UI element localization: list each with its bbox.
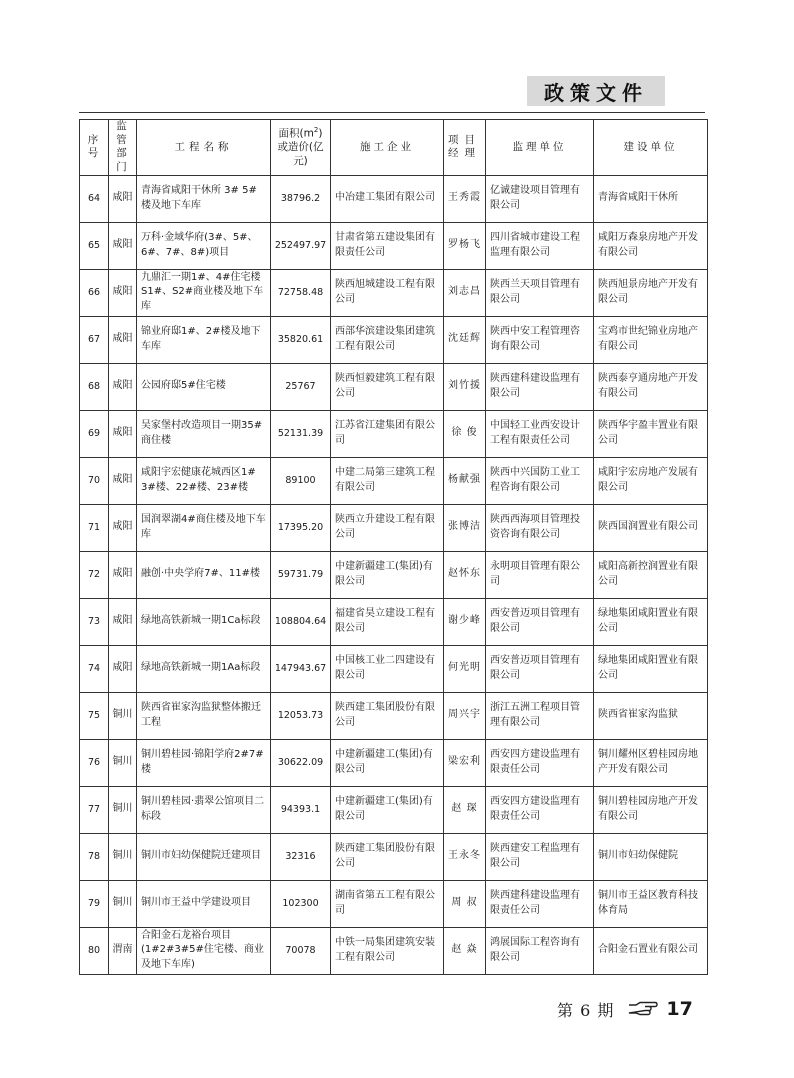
cell-project-name: 铜川市王益中学建设项目: [137, 880, 271, 927]
cell-dept: 铜川: [109, 739, 137, 786]
cell-seq: 79: [80, 880, 109, 927]
table-row: [80, 833, 708, 880]
cell-dept: 铜川: [109, 786, 137, 833]
header-area: [271, 120, 331, 176]
table-row: [80, 692, 708, 739]
cell-project-name: 吴家堡村改造项目一期35#商住楼: [137, 410, 271, 457]
cell-seq: 75: [80, 692, 109, 739]
cell-project-name: 绿地高铁新城一期1Aa标段: [137, 645, 271, 692]
page-number: 17: [666, 998, 693, 1020]
cell-contractor: 中建新疆建工(集团)有限公司: [331, 551, 444, 598]
cell-seq: 80: [80, 927, 109, 974]
cell-contractor: 陕西建工集团股份有限公司: [331, 833, 444, 880]
cell-project-name: 锦业府邸1#、2#楼及地下车库: [137, 316, 271, 363]
cell-dept: 咸阳: [109, 269, 137, 316]
cell-builder: 铜川碧桂园房地产开发有限公司: [594, 786, 708, 833]
cell-contractor: 中冶建工集团有限公司: [331, 175, 444, 222]
issue-label: 第 6 期: [557, 1000, 615, 1020]
cell-supervisor: 四川省城市建设工程监理有限公司: [486, 222, 594, 269]
cell-contractor: 陕西恒毅建筑工程有限公司: [331, 363, 444, 410]
cell-area: 89100: [271, 457, 331, 504]
cell-builder: 陕西旭景房地产开发有限公司: [594, 269, 708, 316]
table-row: [80, 363, 708, 410]
table-row: [80, 269, 708, 316]
cell-project-name: 绿地高铁新城一期1Ca标段: [137, 598, 271, 645]
cell-manager: 沈廷辉: [444, 316, 486, 363]
cell-supervisor: 西安四方建设监理有限责任公司: [486, 786, 594, 833]
header-rule: [79, 112, 705, 113]
cell-builder: 铜川市王益区教育科技体育局: [594, 880, 708, 927]
cell-project-name: 铜川市妇幼保健院迁建项目: [137, 833, 271, 880]
cell-supervisor: 西安普迈项目管理有限公司: [486, 645, 594, 692]
cell-manager: 徐 俊: [444, 410, 486, 457]
cell-manager: 赵 焱: [444, 927, 486, 974]
cell-seq: 67: [80, 316, 109, 363]
cell-supervisor: 浙江五洲工程项目管理有限公司: [486, 692, 594, 739]
cell-manager: 谢少峰: [444, 598, 486, 645]
cell-supervisor: 陕西西海项目管理投资咨询有限公司: [486, 504, 594, 551]
cell-project-name: 融创·中央学府7#、11#楼: [137, 551, 271, 598]
cell-seq: 68: [80, 363, 109, 410]
cell-seq: 72: [80, 551, 109, 598]
table-row: [80, 316, 708, 363]
header-seq: 序号: [80, 120, 109, 176]
cell-seq: 71: [80, 504, 109, 551]
cell-area: 12053.73: [271, 692, 331, 739]
cell-seq: 65: [80, 222, 109, 269]
pointing-hand-icon: [628, 1001, 658, 1017]
table-header-row: [80, 120, 708, 176]
cell-area: 32316: [271, 833, 331, 880]
cell-seq: 69: [80, 410, 109, 457]
cell-seq: 76: [80, 739, 109, 786]
cell-project-name: 公园府邸5#住宅楼: [137, 363, 271, 410]
project-table: [79, 119, 708, 975]
cell-builder: 陕西华宇盈丰置业有限公司: [594, 410, 708, 457]
cell-project-name: 国润翠湖4#商住楼及地下车库: [137, 504, 271, 551]
cell-builder: 咸阳宇宏房地产发展有限公司: [594, 457, 708, 504]
cell-project-name: 青海省咸阳干休所 3# 5# 楼及地下车库: [137, 175, 271, 222]
cell-area: 252497.97: [271, 222, 331, 269]
cell-dept: 咸阳: [109, 222, 137, 269]
cell-project-name: 合阳金石龙裕台项目(1#2#3#5#住宅楼、商业及地下车库): [137, 927, 271, 974]
cell-area: 35820.61: [271, 316, 331, 363]
cell-seq: 78: [80, 833, 109, 880]
cell-area: 17395.20: [271, 504, 331, 551]
cell-contractor: 中建二局第三建筑工程有限公司: [331, 457, 444, 504]
cell-manager: 刘竹援: [444, 363, 486, 410]
cell-builder: 咸阳高新控润置业有限公司: [594, 551, 708, 598]
cell-builder: 合阳金石置业有限公司: [594, 927, 708, 974]
cell-seq: 66: [80, 269, 109, 316]
cell-builder: 绿地集团咸阳置业有限公司: [594, 598, 708, 645]
section-tab: 政策文件: [527, 76, 665, 106]
cell-area: 102300: [271, 880, 331, 927]
cell-area: 30622.09: [271, 739, 331, 786]
cell-builder: 青海省咸阳干休所: [594, 175, 708, 222]
cell-project-name: 铜川碧桂园·锦阳学府2#7#楼: [137, 739, 271, 786]
cell-manager: 周兴宇: [444, 692, 486, 739]
table-row: [80, 551, 708, 598]
header-area-pre: 面积(m: [278, 127, 314, 140]
cell-manager: 何光明: [444, 645, 486, 692]
cell-contractor: 西部华滨建设集团建筑工程有限公司: [331, 316, 444, 363]
cell-dept: 咸阳: [109, 551, 137, 598]
cell-supervisor: 陕西建安工程监理有限公司: [486, 833, 594, 880]
cell-builder: 铜川耀州区碧桂园房地产开发有限公司: [594, 739, 708, 786]
cell-dept: 咸阳: [109, 504, 137, 551]
cell-dept: 渭南: [109, 927, 137, 974]
cell-seq: 73: [80, 598, 109, 645]
cell-supervisor: 中国轻工业西安设计工程有限责任公司: [486, 410, 594, 457]
header-area-sup: 2: [313, 126, 319, 135]
cell-seq: 64: [80, 175, 109, 222]
cell-supervisor: 西安普迈项目管理有限公司: [486, 598, 594, 645]
table-row: [80, 410, 708, 457]
cell-manager: 张博洁: [444, 504, 486, 551]
header-manager: 项目经理: [444, 120, 486, 176]
table-row: [80, 222, 708, 269]
cell-dept: 铜川: [109, 692, 137, 739]
cell-supervisor: 陕西中兴国防工业工程咨询有限公司: [486, 457, 594, 504]
cell-area: 72758.48: [271, 269, 331, 316]
cell-supervisor: 陕西兰天项目管理有限公司: [486, 269, 594, 316]
cell-supervisor: 陕西建科建设监理有限公司: [486, 363, 594, 410]
cell-contractor: 中建新疆建工(集团)有限公司: [331, 739, 444, 786]
table-row: [80, 598, 708, 645]
cell-manager: 杨献强: [444, 457, 486, 504]
cell-seq: 77: [80, 786, 109, 833]
cell-contractor: 陕西立升建设工程有限公司: [331, 504, 444, 551]
cell-manager: 刘志昌: [444, 269, 486, 316]
cell-dept: 咸阳: [109, 645, 137, 692]
cell-contractor: 中国核工业二四建设有限公司: [331, 645, 444, 692]
cell-manager: 周 叔: [444, 880, 486, 927]
cell-manager: 赵 琛: [444, 786, 486, 833]
cell-dept: 咸阳: [109, 410, 137, 457]
cell-area: 38796.2: [271, 175, 331, 222]
cell-contractor: 江苏省江建集团有限公司: [331, 410, 444, 457]
cell-contractor: 福建省昊立建设工程有限公司: [331, 598, 444, 645]
cell-seq: 70: [80, 457, 109, 504]
cell-manager: 王永冬: [444, 833, 486, 880]
cell-contractor: 中铁一局集团建筑安装工程有限公司: [331, 927, 444, 974]
cell-contractor: 甘肃省第五建设集团有限责任公司: [331, 222, 444, 269]
cell-manager: 罗杨飞: [444, 222, 486, 269]
table-row: [80, 457, 708, 504]
cell-builder: 铜川市妇幼保健院: [594, 833, 708, 880]
cell-manager: 赵怀东: [444, 551, 486, 598]
cell-project-name: 九鼎汇一期1#、4#住宅楼S1#、S2#商业楼及地下车库: [137, 269, 271, 316]
table-row: [80, 645, 708, 692]
cell-seq: 74: [80, 645, 109, 692]
cell-project-name: 万科·金域华府(3#、5#、6#、7#、8#)项目: [137, 222, 271, 269]
header-contractor: 施工企业: [331, 120, 444, 176]
cell-contractor: 中建新疆建工(集团)有限公司: [331, 786, 444, 833]
cell-area: 70078: [271, 927, 331, 974]
cell-supervisor: 亿诚建设项目管理有限公司: [486, 175, 594, 222]
cell-dept: 铜川: [109, 833, 137, 880]
cell-supervisor: 西安四方建设监理有限责任公司: [486, 739, 594, 786]
cell-dept: 咸阳: [109, 598, 137, 645]
cell-supervisor: 鸿展国际工程咨询有限公司: [486, 927, 594, 974]
header-supervisor: 监理单位: [486, 120, 594, 176]
cell-dept: 咸阳: [109, 316, 137, 363]
cell-supervisor: 永明项目管理有限公司: [486, 551, 594, 598]
cell-area: 147943.67: [271, 645, 331, 692]
header-builder: 建设单位: [594, 120, 708, 176]
header-name: 工程名称: [137, 120, 271, 176]
table-row: [80, 927, 708, 974]
cell-builder: 陕西泰亨通房地产开发有限公司: [594, 363, 708, 410]
cell-dept: 咸阳: [109, 457, 137, 504]
cell-builder: 陕西国润置业有限公司: [594, 504, 708, 551]
cell-contractor: 陕西旭城建设工程有限公司: [331, 269, 444, 316]
table-row: [80, 786, 708, 833]
page-footer: [557, 996, 707, 1022]
cell-manager: 梁宏利: [444, 739, 486, 786]
cell-project-name: 铜川碧桂园·翡翠公馆项目二标段: [137, 786, 271, 833]
cell-area: 59731.79: [271, 551, 331, 598]
table-row: [80, 504, 708, 551]
table-row: [80, 739, 708, 786]
cell-area: 52131.39: [271, 410, 331, 457]
cell-project-name: 陕西省崔家沟监狱整体搬迁工程: [137, 692, 271, 739]
cell-builder: 绿地集团咸阳置业有限公司: [594, 645, 708, 692]
cell-supervisor: 陕西中安工程管理咨询有限公司: [486, 316, 594, 363]
cell-area: 94393.1: [271, 786, 331, 833]
cell-project-name: 咸阳宇宏健康花城西区1# 3#楼、22#楼、23#楼: [137, 457, 271, 504]
cell-area: 108804.64: [271, 598, 331, 645]
cell-dept: 咸阳: [109, 363, 137, 410]
cell-area: 25767: [271, 363, 331, 410]
cell-builder: 陕西省崔家沟监狱: [594, 692, 708, 739]
cell-builder: 宝鸡市世纪锦业房地产有限公司: [594, 316, 708, 363]
cell-dept: 铜川: [109, 880, 137, 927]
header-area-post: )或造价(亿元): [277, 127, 324, 167]
cell-dept: 咸阳: [109, 175, 137, 222]
cell-supervisor: 陕西建科建设监理有限责任公司: [486, 880, 594, 927]
table-row: [80, 880, 708, 927]
table-row: [80, 175, 708, 222]
header-dept: 监管部门: [109, 120, 137, 176]
cell-contractor: 陕西建工集团股份有限公司: [331, 692, 444, 739]
cell-builder: 咸阳万森泉房地产开发有限公司: [594, 222, 708, 269]
cell-contractor: 湖南省第五工程有限公司: [331, 880, 444, 927]
cell-manager: 王秀霞: [444, 175, 486, 222]
